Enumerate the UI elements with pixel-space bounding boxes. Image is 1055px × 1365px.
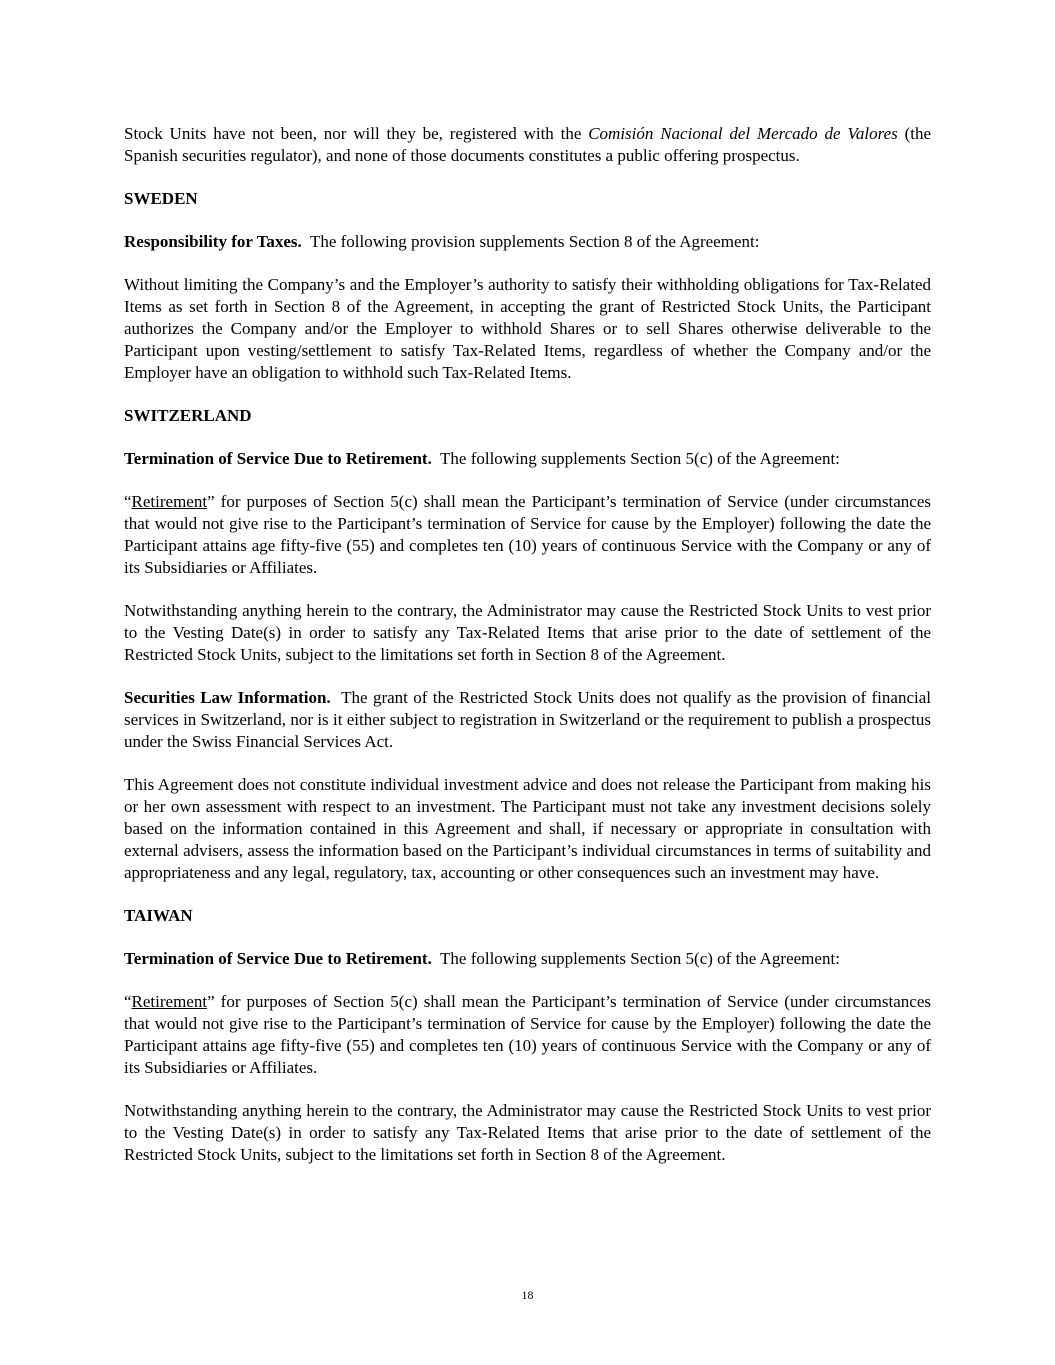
text: Stock Units have not been, nor will they be, registered with the [124, 124, 589, 143]
text: “ [124, 492, 132, 511]
text: “ [124, 992, 132, 1011]
switzerland-retirement-intro [124, 448, 931, 470]
taiwan-retirement-intro [124, 948, 931, 970]
switzerland-advice-paragraph: This Agreement does not constitute individual investment advice and does not release the Participant from making his or her own assessment with respect to an investment. The Participant must not take any investment decisions solely based on the information contained in this Agreement and shall, if necessary or appropriate in consultation with external advisers, assess the information based on the Participant’s individual circumstances in terms of suitability and appropriateness and any legal, regulatory, tax, accounting or other consequences such an investment may have. [124, 775, 931, 882]
taiwan-retirement-definition [124, 991, 931, 1079]
spain-prospectus-paragraph [124, 123, 931, 167]
defined-term: Retirement [131, 492, 208, 511]
lead-heading: Termination of Service Due to Retirement. [124, 949, 432, 968]
text: The following supplements Section 5(c) of the Agreement: [431, 449, 840, 468]
defined-term: Retirement [131, 992, 208, 1011]
text: The following provision supplements Section 8 of the Agreement: [301, 232, 760, 251]
lead-heading: Termination of Service Due to Retirement. [124, 449, 432, 468]
switzerland-retirement-definition [124, 491, 931, 579]
regulator-name: Comisión Nacional del Mercado de Valores [588, 124, 898, 143]
sweden-taxes-intro [124, 231, 931, 253]
switzerland-vesting-paragraph: Notwithstanding anything herein to the contrary, the Administrator may cause the Restricted Stock Units to vest prior to the Vesting Date(s) in order to satisfy any Tax-Related Items that arise prior to the date of settlement of the Restricted Stock Units, subject to the limitations set forth in Section 8 of the Agreement. [124, 601, 931, 664]
sweden-taxes-paragraph: Without limiting the Company’s and the Employer’s authority to satisfy their withholding obligations for Tax-Related Items as set forth in Section 8 of the Agreement, in accepting the grant of Restricted Stock Units, the Participant authorizes the Company and/or the Employer to withhold Shares or to sell Shares otherwise deliverable to the Participant upon vesting/settlement to satisfy Tax-Related Items, regardless of whether the Company and/or the Employer have an obligation to withhold such Tax-Related Items. [124, 275, 931, 382]
switzerland-securities-paragraph [124, 687, 936, 753]
document-page [124, 123, 936, 1187]
text: The grant of the Restricted Stock Units does not qualify as the provision of financial services in Switzerland, nor is it either subject to registration in Switzerland or the requirement to publish a prospectus under the Swiss Financial Services Act. [124, 688, 936, 751]
lead-heading: Responsibility for Taxes. [124, 232, 302, 251]
text: (the Spanish securities regulator), and none of those documents constitutes a public offering prospectus. [124, 124, 931, 165]
text: The following supplements Section 5(c) of the Agreement: [431, 949, 840, 968]
text: ” for purposes of Section 5(c) shall mean the Participant’s termination of Service (under circumstances that would not give rise to the Participant’s termination of Service for cause by the Employer) following the date the Participant attains age fifty-five (55) and completes ten (10) years of continuous Service with the Company or any of its Subsidiaries or Affiliates. [124, 492, 931, 577]
section-heading-switzerland: SWITZERLAND [124, 406, 252, 425]
lead-heading: Securities Law Information. [124, 688, 331, 707]
page-number: 18 [521, 1288, 534, 1302]
section-heading-sweden: SWEDEN [124, 189, 198, 208]
taiwan-vesting-paragraph: Notwithstanding anything herein to the contrary, the Administrator may cause the Restricted Stock Units to vest prior to the Vesting Date(s) in order to satisfy any Tax-Related Items that arise prior to the date of settlement of the Restricted Stock Units, subject to the limitations set forth in Section 8 of the Agreement. [124, 1101, 931, 1164]
text: ” for purposes of Section 5(c) shall mean the Participant’s termination of Service (under circumstances that would not give rise to the Participant’s termination of Service for cause by the Employer) following the date the Participant attains age fifty-five (55) and completes ten (10) years of continuous Service with the Company or any of its Subsidiaries or Affiliates. [124, 992, 931, 1077]
section-heading-taiwan: TAIWAN [124, 906, 193, 925]
